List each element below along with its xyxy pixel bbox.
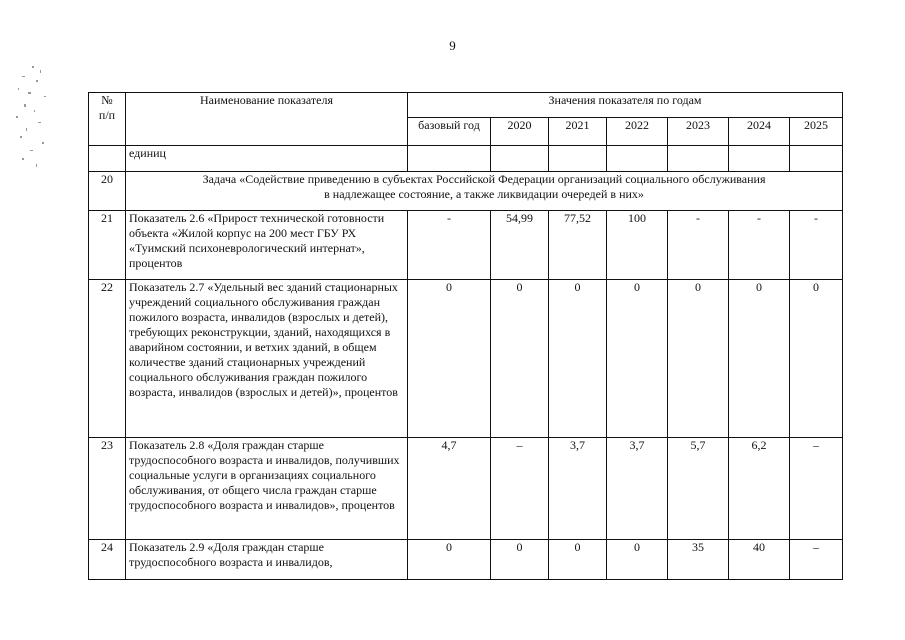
page-number: 9 [449, 38, 456, 53]
empty-cell [408, 146, 491, 172]
value-cell: 77,52 [549, 211, 607, 280]
indicator-table [88, 92, 843, 580]
value-cell: 0 [607, 280, 668, 438]
value-cell: - [408, 211, 491, 280]
value-cell: 0 [790, 280, 843, 438]
empty-cell [491, 146, 549, 172]
value-cell: 0 [408, 280, 491, 438]
value-cell: 0 [729, 280, 790, 438]
col-name-header: Наименование показателя [126, 93, 408, 146]
year-header: 2020 [491, 118, 549, 146]
value-cell: - [729, 211, 790, 280]
units-row [89, 146, 843, 172]
indicator-name: Показатель 2.6 «Прирост технической готовности объекта «Жилой корпус на 200 мест ГБУ РХ «Туимский психоневрологический интернат», процентов [126, 211, 408, 280]
value-cell: 35 [668, 540, 729, 580]
value-cell: 3,7 [549, 438, 607, 540]
table-row [89, 438, 843, 540]
value-cell: 3,7 [607, 438, 668, 540]
empty-cell [790, 146, 843, 172]
year-header: 2024 [729, 118, 790, 146]
value-cell: 40 [729, 540, 790, 580]
value-cell: 0 [607, 540, 668, 580]
task-text [126, 172, 843, 211]
value-cell: 54,99 [491, 211, 549, 280]
units-label: единиц [126, 146, 408, 172]
value-cell: 0 [668, 280, 729, 438]
value-cell: 5,7 [668, 438, 729, 540]
year-header: 2021 [549, 118, 607, 146]
value-cell: 0 [549, 540, 607, 580]
col-values-header: Значения показателя по годам [408, 93, 843, 118]
empty-cell [729, 146, 790, 172]
value-cell: - [668, 211, 729, 280]
row-number: 22 [89, 280, 126, 438]
value-cell: 6,2 [729, 438, 790, 540]
row-number: 20 [89, 172, 126, 211]
value-cell: – [491, 438, 549, 540]
year-header: 2025 [790, 118, 843, 146]
empty-cell [549, 146, 607, 172]
row-number: 24 [89, 540, 126, 580]
year-header: 2023 [668, 118, 729, 146]
units-num-cell [89, 146, 126, 172]
value-cell: 0 [491, 280, 549, 438]
table-row [89, 540, 843, 580]
header-row-1 [89, 93, 843, 118]
value-cell: 0 [549, 280, 607, 438]
row-number: 21 [89, 211, 126, 280]
table-row [89, 280, 843, 438]
year-header: 2022 [607, 118, 668, 146]
value-cell: – [790, 438, 843, 540]
indicator-name: Показатель 2.8 «Доля граждан старше трудоспособного возраста и инвалидов, получивших социальные услуги в организациях социального обслуживания, от общего числа граждан старше трудоспособного возраста и инвалидов», процентов [126, 438, 408, 540]
value-cell: 4,7 [408, 438, 491, 540]
table-row [89, 211, 843, 280]
task-text-line: Задача «Содействие приведению в субъектах Российской Федерации организаций социального обслуживания [202, 172, 766, 186]
value-cell: 0 [491, 540, 549, 580]
indicator-name: Показатель 2.9 «Доля граждан старше трудоспособного возраста и инвалидов, [126, 540, 408, 580]
scan-noise-marks [10, 62, 58, 172]
value-cell: - [790, 211, 843, 280]
value-cell: 100 [607, 211, 668, 280]
value-cell: 0 [408, 540, 491, 580]
year-header: базовый год [408, 118, 491, 146]
task-row [89, 172, 843, 211]
col-number-header: № п/п [89, 93, 126, 146]
empty-cell [668, 146, 729, 172]
indicator-name: Показатель 2.7 «Удельный вес зданий стационарных учреждений социального обслуживания граждан пожилого возраста, инвалидов (взрослых и детей), требующих реконструкции, зданий, находящихся в аварийном состоянии, и ветхих зданий, в общем количестве зданий стационарных учреждений социального обслуживания граждан пожилого возраста, инвалидов (взрослых и детей)», процентов [126, 280, 408, 438]
value-cell: – [790, 540, 843, 580]
row-number: 23 [89, 438, 126, 540]
task-text-line: в надлежащее состояние, а также ликвидации очередей в них» [324, 187, 644, 201]
empty-cell [607, 146, 668, 172]
